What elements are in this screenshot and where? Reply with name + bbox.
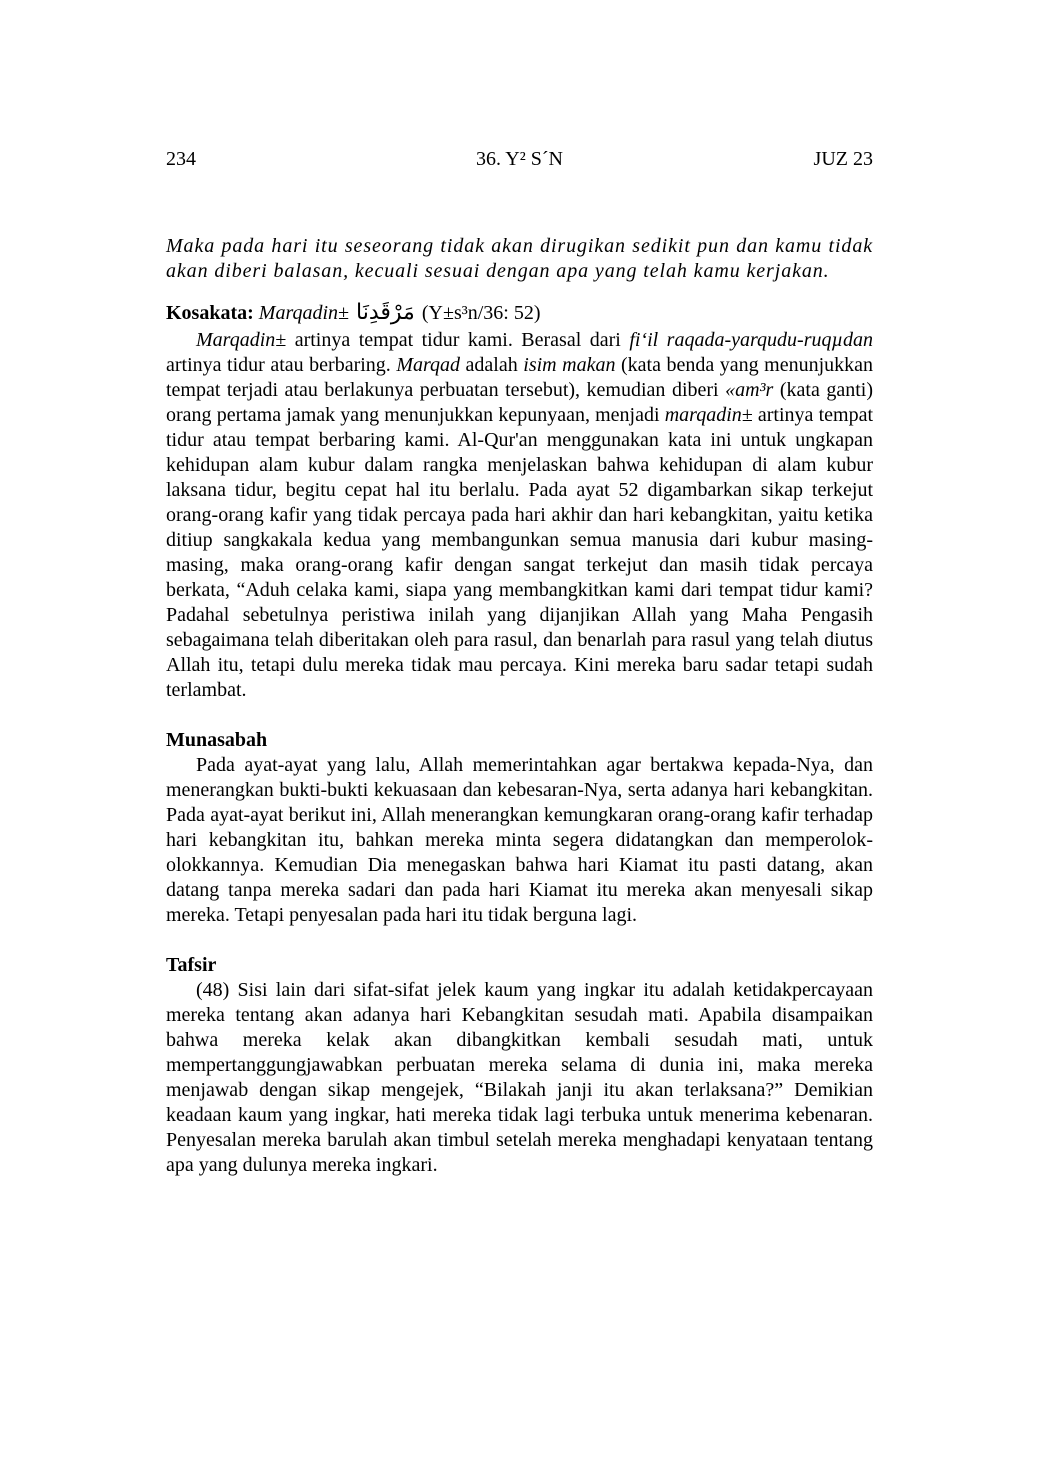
juz-label: JUZ 23 xyxy=(813,148,873,170)
kosakata-text-5: Marqad xyxy=(396,354,461,376)
arabic-term: مَرْقَدِنَا xyxy=(356,300,415,325)
kosakata-text-10: (kata ganti) orang pertama jamak yang menunjukkan kepunyaan, menjadi xyxy=(166,379,873,426)
page-number: 234 xyxy=(166,148,196,170)
tafsir-heading: Tafsir xyxy=(166,954,217,976)
surah-title: 36. Y² S´N xyxy=(476,148,563,170)
kosakata-text-8: (kata benda yang menunjukkan tempat terjadi atau berlakunya perbuatan tersebut), kemudian diberi xyxy=(166,354,874,401)
page-body xyxy=(166,234,873,1178)
kosakata-heading xyxy=(166,298,873,328)
munasabah-text: Pada ayat-ayat yang lalu, Allah memerintahkan agar bertakwa kepada-Nya, dan menerangkan bukti-bukti kekuasaan dan kebesaran-Nya, serta adanya hari kebangkitan. Pada ayat-ayat berikut ini, Allah menerangkan kemungkaran orang-orang kafir terhadap hari kebangkitan itu, bahkan mereka minta segera didatangkan dan memperolok-olokkannya. Kemudian Dia menegaskan bahwa hari Kiamat itu pasti datang, akan datang tanpa mereka sadari dan pada hari Kiamat itu mereka akan menyesali sikap mereka. Tetapi penyesalan pada hari itu tidak berguna lagi. xyxy=(166,754,873,926)
kosakata-text-1: Marqadin± xyxy=(196,329,287,351)
tafsir-section xyxy=(166,953,873,1178)
verse-reference: (Y±s³n/36: 52) xyxy=(421,302,541,324)
kosakata-text-11: marqadin± xyxy=(664,404,753,426)
munasabah-section xyxy=(166,728,873,928)
kosakata-text-7: isim makan xyxy=(523,354,616,376)
kosakata-text-4: artinya tidur atau berbaring. xyxy=(166,354,397,376)
kosakata-text-9: «am³r xyxy=(725,379,774,401)
kosakata-term: Marqadin± xyxy=(258,302,350,324)
kosakata-text-12: artinya tempat tidur atau tempat berbaring kami. Al-Qur'an menggunakan kata ini untuk ungkapan kehidupan alam kubur dalam rangka menjelaskan bahwa kehidupan di alam kubur laksana tidur, begitu cepat hal itu berlalu. Pada ayat 52 digambarkan sikap terkejut orang-orang kafir yang tidak percaya pada hari akhir dan hari kebangkitan, yaitu ketika ditiup sangkakala kedua yang membangunkan semua manusia dari kubur masing-masing, maka orang-orang kafir dengan sangat terkejut dan masih tidak percaya berkata, “Aduh celaka kami, siapa yang membangkitkan kami dari tempat tidur kami? Padahal sebetulnya peristiwa inilah yang dijanjikan Allah yang Maha Pengasih sebagaimana telah diberitakan oleh para rasul, dan benarlah para rasul yang telah diutus Allah itu, tetapi dulu mereka tidak mau percaya. Kini mereka baru sadar tetapi sudah terlambat. xyxy=(166,404,873,701)
kosakata-text-2: artinya tempat tidur kami. Berasal dari xyxy=(286,329,630,351)
verse-translation: Maka pada hari itu seseorang tidak akan dirugikan sedikit pun dan kamu tidak akan diberi balasan, kecuali sesuai dengan apa yang telah kamu kerjakan. xyxy=(166,235,873,282)
kosakata-explanation xyxy=(166,328,873,703)
kosakata-label: Kosakata: xyxy=(166,302,254,324)
kosakata-text-6: adalah xyxy=(460,354,524,376)
tafsir-text: (48) Sisi lain dari sifat-sifat jelek kaum yang ingkar itu adalah ketidakpercayaan mereka tentang akan adanya hari Kebangkitan sesudah mati. Apabila disampaikan bahwa mereka kelak akan dibangkitkan kembali sesudah mati, untuk mempertanggungjawabkan perbuatan mereka selama di dunia ini, maka mereka menjawab dengan sikap mengejek, “Bilakah janji itu akan terlaksana?” Demikian keadaan kaum yang ingkar, hati mereka tidak lagi terbuka untuk menerima kebenaran. Penyesalan mereka barulah akan timbul setelah mereka menghadapi kenyataan tentang apa yang dulunya mereka ingkari. xyxy=(166,979,873,1176)
munasabah-heading: Munasabah xyxy=(166,729,268,751)
kosakata-text-3: fi‘il raqada-yarqudu-ruqµdan xyxy=(629,329,873,351)
